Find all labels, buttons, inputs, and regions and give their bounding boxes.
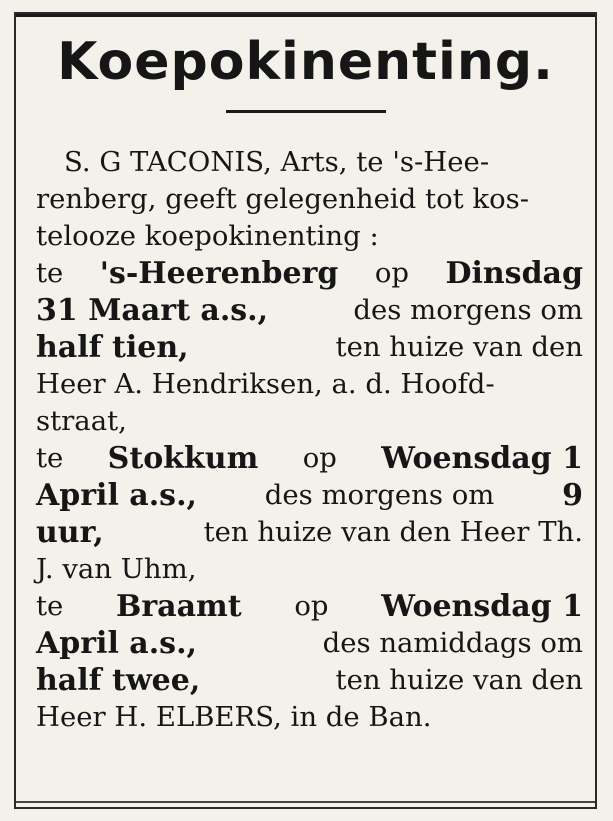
text-segment: ten huize van den Heer Th. [203, 516, 583, 548]
bold-text: 9 [562, 478, 583, 513]
text-segment: op [374, 257, 409, 289]
text-segment: straat, [36, 405, 127, 437]
text-line [36, 144, 583, 181]
text-line [36, 699, 583, 736]
text-segment: des morgens om [353, 294, 583, 326]
text-line [36, 218, 583, 255]
text-segment: te [36, 442, 64, 474]
bottom-rule [16, 801, 595, 803]
text-segment: ten huize van den [335, 664, 583, 696]
text-line [36, 588, 583, 625]
top-rule [16, 14, 595, 17]
bold-text: Woensdag 1 [381, 589, 583, 624]
bold-text: half tien, [36, 330, 189, 365]
bold-text: Dinsdag [445, 256, 583, 291]
text-segment: op [302, 442, 337, 474]
text-line [36, 477, 583, 514]
bold-text: Braamt [116, 589, 242, 624]
text-segment: te [36, 257, 64, 289]
text-segment: Heer H. ELBERS, in de Ban. [36, 701, 432, 733]
bold-text: 's-Heerenberg [99, 256, 339, 291]
text-segment: te [36, 590, 64, 622]
text-segment: des morgens om [264, 479, 495, 511]
advertisement-frame [14, 12, 597, 809]
text-line [36, 292, 583, 329]
text-segment: telooze koepokinenting : [36, 220, 379, 252]
bold-text: April a.s., [36, 626, 197, 661]
text-segment: Heer A. Hendriksen, a. d. Hoofd- [36, 368, 495, 400]
title-divider [226, 110, 386, 113]
bold-text: Stokkum [107, 441, 259, 476]
text-line [36, 551, 583, 588]
bold-text: 31 Maart a.s., [36, 293, 269, 328]
text-line [36, 329, 583, 366]
text-segment: S. G TACONIS, Arts, te 's-Hee- [64, 146, 490, 178]
text-line [36, 440, 583, 477]
text-segment: renberg, geeft gelegenheid tot kos- [36, 183, 530, 215]
text-line [36, 514, 583, 551]
bold-text: April a.s., [36, 478, 197, 513]
bold-text: Woensdag 1 [381, 441, 583, 476]
text-line [36, 366, 583, 403]
bold-text: uur, [36, 515, 104, 550]
text-segment: des namiddags om [322, 627, 583, 659]
text-segment: op [294, 590, 329, 622]
text-segment: J. van Uhm, [36, 553, 197, 585]
bold-text: half twee, [36, 663, 201, 698]
text-line [36, 181, 583, 218]
ad-title: Koepokinenting. [57, 32, 554, 92]
ad-body [36, 144, 583, 736]
text-segment: ten huize van den [335, 331, 583, 363]
text-line [36, 403, 583, 440]
text-line [36, 662, 583, 699]
text-line [36, 255, 583, 292]
text-line [36, 625, 583, 662]
